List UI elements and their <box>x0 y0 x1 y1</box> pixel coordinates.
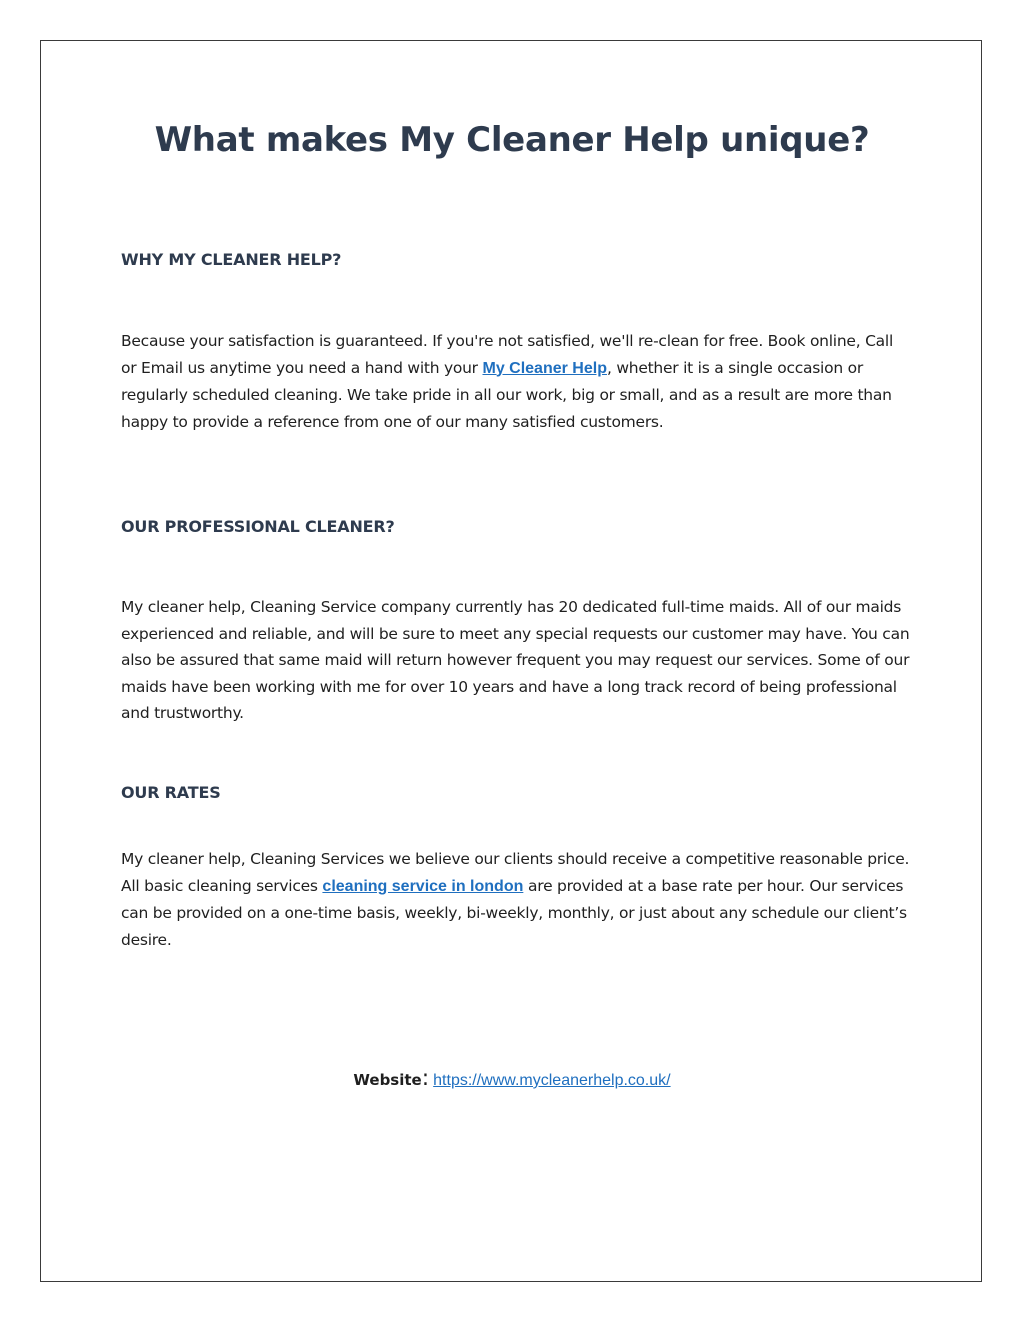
my-cleaner-help-link[interactable]: My Cleaner Help <box>482 359 607 377</box>
paragraph-text: Because your satisfaction is guaranteed. If you're not satisfied, we'll re-clean for free. Book online, Call or Email us anytime you need a hand with your <box>121 332 894 377</box>
paragraph-text: , whether it is a single occasion or regularly scheduled cleaning. We take pride in all our work, big or small, and as a result are more than happy to provide a reference from one of our many satisfied customers. <box>121 358 892 431</box>
section-paragraph-rates <box>121 846 911 953</box>
cleaning-service-london-link[interactable]: cleaning service in london <box>322 877 524 895</box>
paragraph-text: My cleaner help, Cleaning Services we believe our clients should receive a competitive reasonable price. All basic cleaning services <box>121 850 910 895</box>
section-heading-professional: OUR PROFESSIONAL CLEANER? <box>121 517 395 536</box>
page-title: What makes My Cleaner Help unique? <box>154 120 870 160</box>
website-colon: : <box>421 1066 430 1091</box>
website-label: Website <box>353 1071 422 1089</box>
website-line <box>0 1066 1024 1091</box>
website-url-link[interactable]: https://www.mycleanerhelp.co.uk/ <box>433 1072 671 1089</box>
section-heading-why: WHY MY CLEANER HELP? <box>121 250 342 269</box>
section-paragraph-why <box>121 328 911 435</box>
section-paragraph-professional: My cleaner help, Cleaning Service company currently has 20 dedicated full-time maids. All of our maids experienced and reliable, and will be sure to meet any special requests our customer may have. You can also be assured that same maid will return however frequent you may request our services. Some of our maids have been working with me for over 10 years and have a long track record of being professional and trustworthy. <box>121 598 910 722</box>
section-heading-rates: OUR RATES <box>121 783 221 802</box>
paragraph-text: are provided at a base rate per hour. Our services can be provided on a one-time basis, weekly, bi-weekly, monthly, or just about any schedule our client’s desire. <box>121 876 907 949</box>
